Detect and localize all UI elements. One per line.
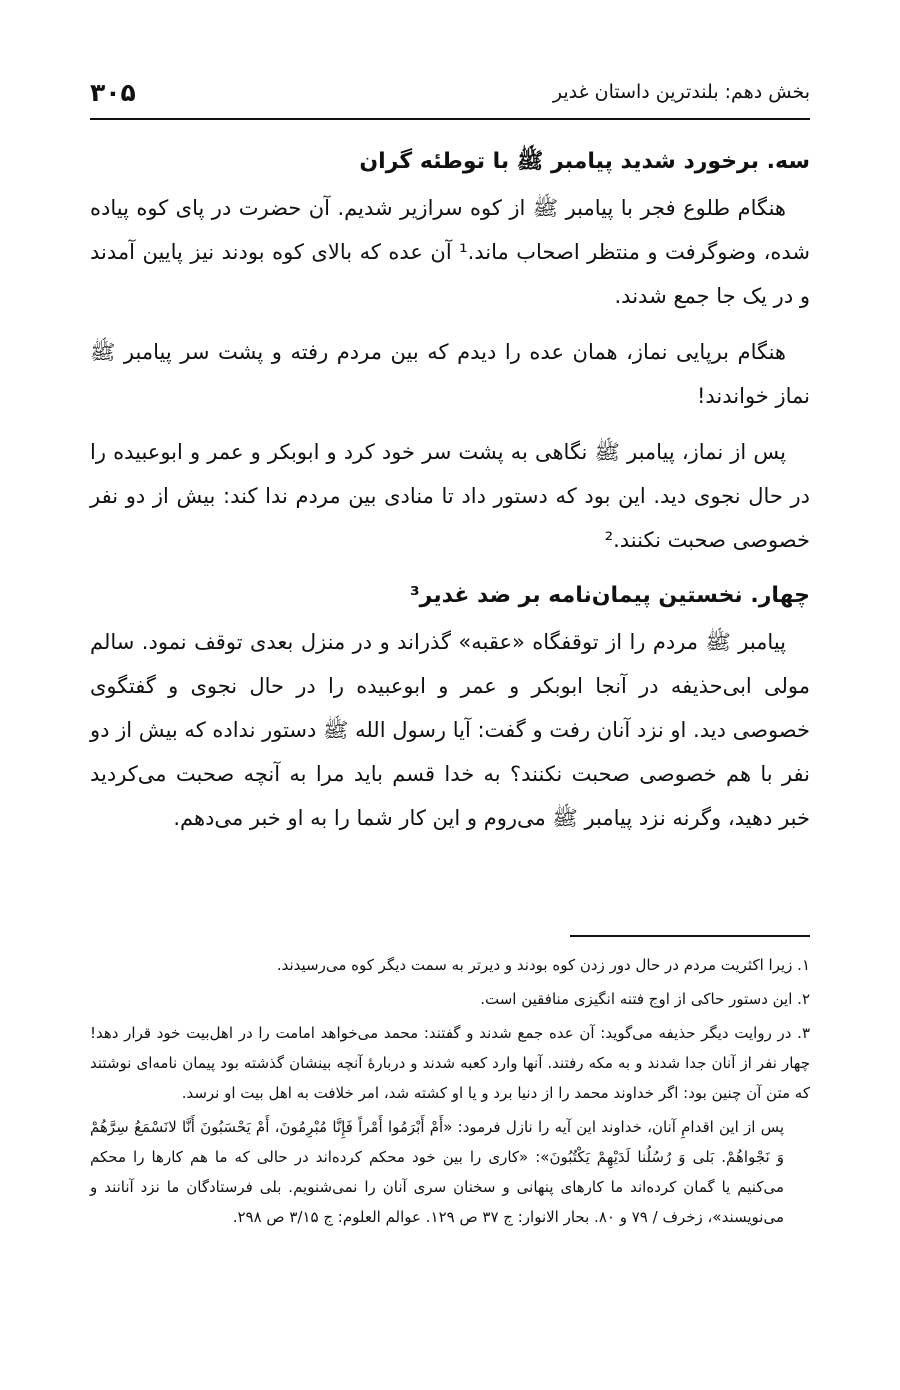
footnotes (90, 950, 810, 1236)
footnote-3-continued: پس از این اقدامِ آنان، خداوند این آیه را نازل فرمود: «أَمْ أَبْرَمُوا أَمْراً فَإِنَّا مُبْرِمُونَ، أَمْ يَحْسَبُونَ أَنَّا لانَسْمَعُ سِرَّهُمْ وَ نَجْواهُمْ. بَلى وَ رُسُلُنا لَدَيْهِمْ يَكْتُبُونَ»: «کاری را بین خود محکم کرده‌اند در حالی که ما هم کارها را محکم می‌کنیم یا گمان کرده‌اند ما کارهای پنهانی و سخنان سری آنان را نمی‌شنویم. بلی فرستادگان ما نزد آنانند و می‌نویسند»، زخرف / ۷۹ و ۸۰. بحار الانوار: ج ۳۷ ص ۱۲۹. عوالم العلوم: ج ۳/۱۵ ص ۲۹۸. (90, 1118, 784, 1226)
section-heading-3: سه. برخورد شدید پیامبر ﷺ با توطئه گران (359, 149, 810, 174)
footnote-2: ۲. این دستور حاکی از اوج فتنه انگیزی منافقین است. (480, 990, 810, 1008)
footnote-3: ۳. در روایت دیگر حذیفه می‌گوید: آن عده جمع شدند و گفتند: محمد می‌خواهد امامت را در اهل‌بیت خود قرار دهد! چهار نفر از آنان جدا شدند و به مکه رفتند. آنها وارد کعبه شدند و دربارهٔ آنچه بینشان گذشته بود پیمان نامه‌ای نوشتند که متن آن چنین بود: اگر خداوند محمد را از دنیا برد و یا او کشته شد، امر خلافت به اهل بیت او نرسد. (90, 1024, 810, 1102)
running-title: بخش دهم: بلندترین داستان غدیر (552, 81, 810, 103)
section-heading-4: چهار. نخستین پیمان‌نامه بر ضد غدیر³ (410, 583, 810, 608)
page-header (90, 70, 810, 114)
paragraph: پس از نماز، پیامبر ﷺ نگاهی به پشت سر خود کرد و ابوبکر و عمر و ابوعبیده را در حال نجوی دید. این بود که دستور داد تا منادی بین مردم ندا کند: بیش از دو نفر خصوصی صحبت نکنند.² (90, 440, 810, 552)
footnote-1: ۱. زیرا اکثریت مردم در حال دور زدن کوه بودند و دیرتر به سمت دیگر کوه می‌رسیدند. (276, 956, 810, 974)
paragraph: پیامبر ﷺ مردم را از توقفگاه «عقبه» گذراند و در منزل بعدی توقف نمود. سالم مولی ابی‌حذیفه در آنجا ابوبکر و عمر و ابوعبیده را در حال نجوی و گفتگوی خصوصی دید. او نزد آنان رفت و گفت: آیا رسول الله ﷺ دستور نداده که بیش از دو نفر با هم خصوصی صحبت نکنند؟ به خدا قسم باید مرا به آنچه صحبت می‌کردید خبر دهید، وگرنه نزد پیامبر ﷺ می‌روم و این کار شما را به او خبر می‌دهم. (89, 630, 810, 830)
paragraph: هنگام برپایی نماز، همان عده را دیدم که بین مردم رفته و پشت سر پیامبر ﷺ نماز خواندند! (90, 340, 810, 408)
footnote-separator (570, 935, 810, 937)
paragraph: هنگام طلوع فجر با پیامبر ﷺ از کوه سرازیر شدیم. آن حضرت در پای کوه پیاده شده، وضوگرفت و منتظر اصحاب ماند.¹ آن عده که بالای کوه بودند نیز پایین آمدند و در یک جا جمع شدند. (90, 196, 811, 308)
page-number: ۳۰۵ (90, 77, 136, 107)
main-text (90, 140, 810, 852)
header-rule (90, 118, 810, 120)
